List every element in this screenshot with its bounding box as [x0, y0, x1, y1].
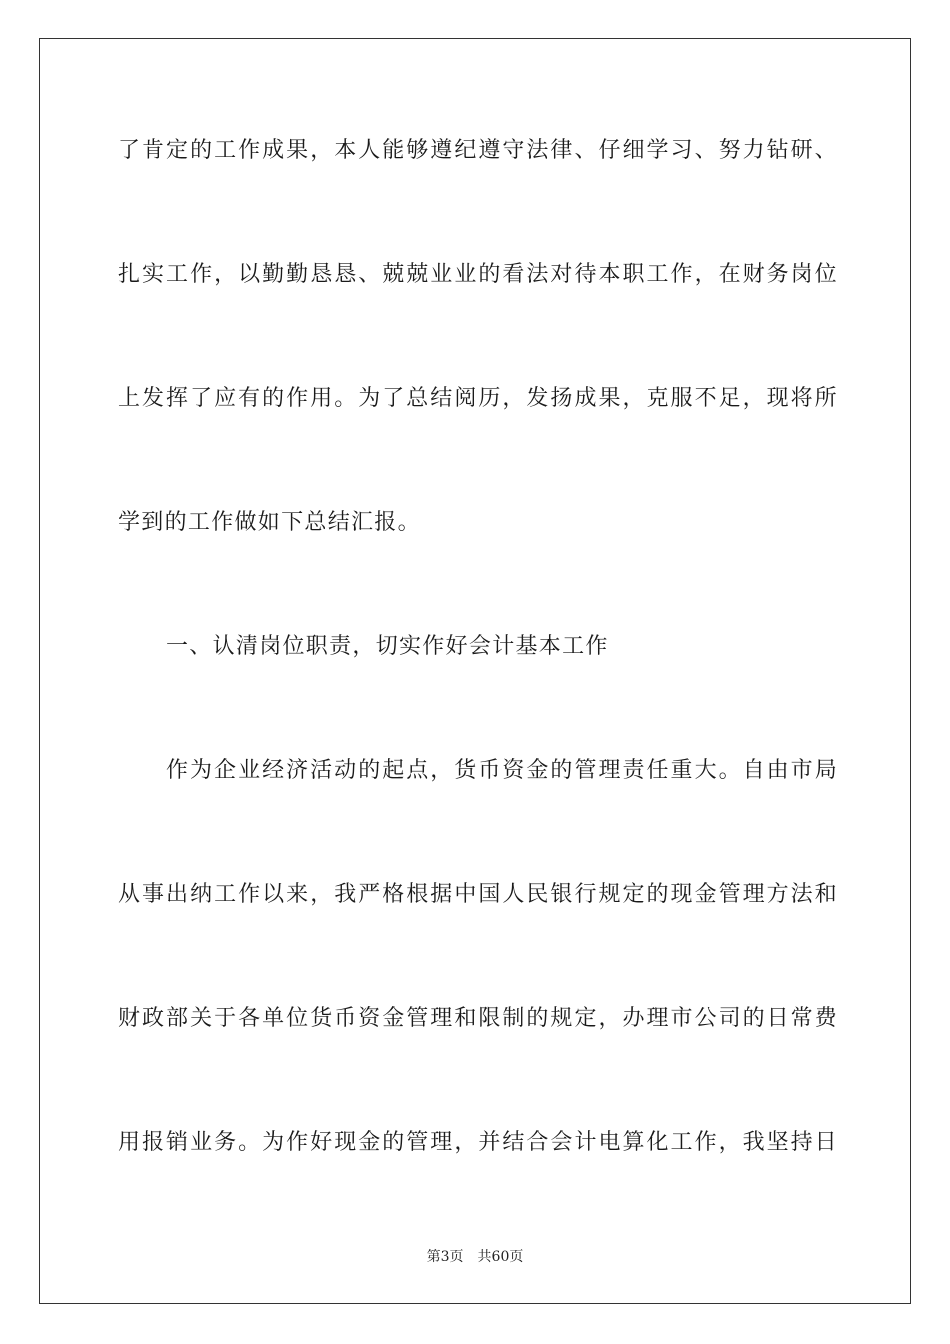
- body-text-line: 扎实工作，以勤勤恳恳、兢兢业业的看法对待本职工作，在财务岗位: [118, 262, 838, 287]
- body-text-line: 学到的工作做如下总结汇报。: [118, 510, 421, 535]
- body-text-line: 作为企业经济活动的起点，货币资金的管理责任重大。自由市局: [166, 758, 838, 783]
- page-border: [39, 38, 911, 1304]
- body-text-line: 从事出纳工作以来，我严格根据中国人民银行规定的现金管理方法和: [118, 882, 838, 907]
- body-text-line: 用报销业务。为作好现金的管理，并结合会计电算化工作，我坚持日: [118, 1130, 838, 1155]
- page-number: 第3页: [426, 1249, 464, 1265]
- body-text-line: 上发挥了应有的作用。为了总结阅历，发扬成果，克服不足，现将所: [118, 386, 838, 411]
- body-text-line: 财政部关于各单位货币资金管理和限制的规定，办理市公司的日常费: [118, 1006, 838, 1031]
- page-total: 共60页: [477, 1249, 524, 1265]
- page-footer: [0, 1247, 950, 1267]
- body-text-line: 了肯定的工作成果，本人能够遵纪遵守法律、仔细学习、努力钻研、: [118, 138, 838, 163]
- section-heading: 一、认清岗位职责，切实作好会计基本工作: [166, 634, 609, 659]
